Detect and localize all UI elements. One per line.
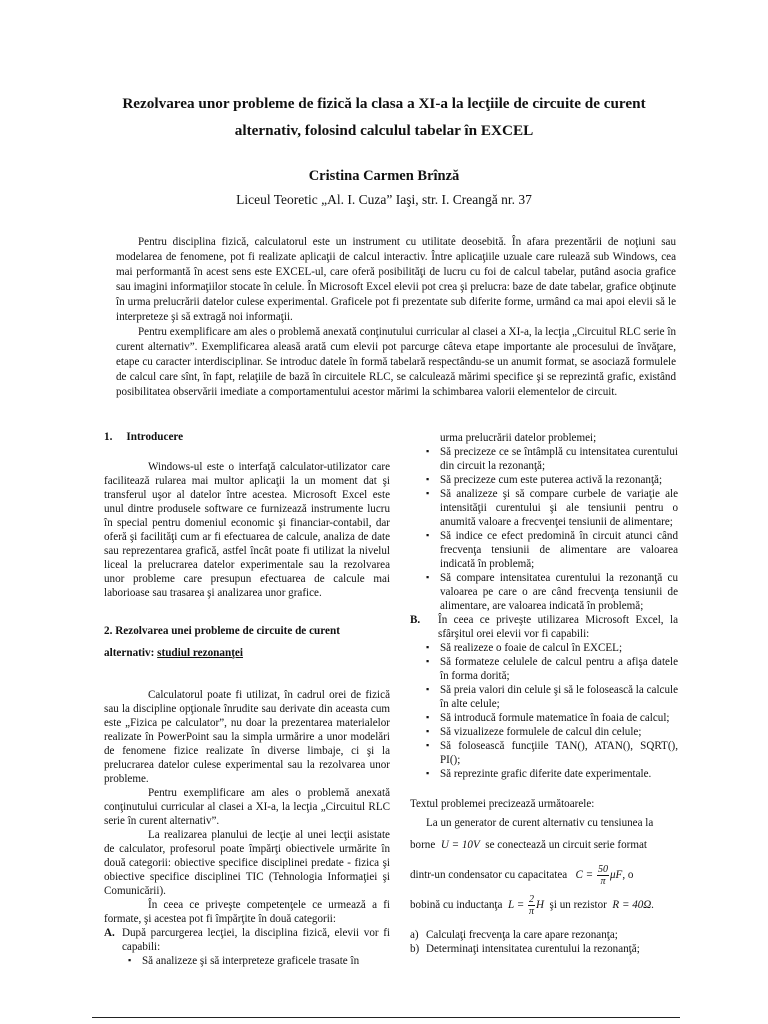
intro-paragraph: Windows-ul este o interfaţă calculator-utilizator care facilitează rularea mai multor aplicaţii la un moment dat şi transferul uşor al datelor între acestea. Microsoft Excel este unul dintre produsele software ce furnizează instrumente lucru în special pentru domeniul economic şi financiar-contabil, dar oferă şi facilităţi cum ar fi efectuarea de calcule, analiza de date sau reprezentarea grafică, astfel încât poate fi utilizat la nivelul liceal la prelucrarea datelor experimentale sau la rezolvarea unor probleme care presupun efectuarea de calcule mai laborioase sau trasarea şi analizarea unor grafice. [104, 461, 390, 599]
list-item: ▪ Să indice ce efect predomină în circuit atunci când frecvenţa tensiunii de alimentare are valoarea indicată în problemă; [420, 529, 678, 571]
problem-text: borne [410, 839, 436, 851]
question-a [410, 928, 678, 942]
affiliation: Liceul Teoretic „Al. I. Cuza” Iaşi, str. I. Creangă nr. 37 [236, 192, 532, 207]
section-title: Introducere [126, 431, 184, 443]
problem-heading: Textul problemei precizează următoarele: [410, 798, 595, 810]
author-name: Cristina Carmen Brînză [308, 168, 460, 184]
list-a-text: După parcurgerea lecţiei, la disciplina fizică, elevii vor fi capabili: [122, 927, 390, 953]
problem-line [410, 860, 678, 890]
body-paragraph: La realizarea planului de lecţie al unei lecţii asistate de calculator, profesorul poate împărţi obiectivele urmărite în două categorii: obiective specifice disciplinei predate - fizica şi obiective specifice disciplinei TIC (Tehnologia Informaţiei şi Comunicării). [104, 829, 390, 897]
list-item: ▪ Să precizeze ce se întâmplă cu intensitatea curentului din circuit la rezonanţă; [420, 445, 678, 473]
section-2-title: 2. Rezolvarea unei probleme de circuite de curent alternativ: [104, 625, 340, 659]
paper-title: Rezolvarea unor probleme de fizică la clasa a XI-a la lecţiile de circuite de curent alternativ, folosind calculul tabelar în EXCEL [122, 95, 646, 139]
capacitance-formula [576, 860, 623, 890]
section-1-heading [104, 430, 390, 444]
section-number: 1. [104, 431, 113, 443]
problem-text: dintr-un condensator cu capacitatea [410, 869, 568, 881]
list-b [410, 613, 678, 641]
question-text: Calculaţi frecvenţa la care apare rezonanţa; [426, 929, 618, 941]
question-text: Determinaţi intensitatea curentului la rezonanţă; [426, 943, 640, 955]
list-item: ▪ Să analizeze şi să interpreteze graficele trasate în [122, 954, 390, 968]
list-item: ▪ Să compare intensitatea curentului la rezonanţă cu valoarea pe care o are când frecvenţa tensiunii de alimentare, are valoarea indicată în problemă; [420, 571, 678, 613]
problem-text: se conectează un circuit serie format [485, 839, 647, 851]
resistance-formula: R = 40Ω. [612, 899, 655, 911]
body-paragraph: Pentru exemplificare am ales o problemă anexată conţinutului curricular al clasei a XI-a, la lecţia „Circuitul RLC serie în curent alternativ”. [104, 787, 390, 827]
list-item: ▪ Să reprezinte grafic diferite date experimentale. [420, 767, 678, 781]
list-item: ▪ Să preia valori din celule şi să le folosească la calcule în alte celule; [420, 683, 678, 711]
fraction [597, 864, 609, 887]
formula-unit: μF [609, 869, 623, 881]
abstract-paragraph: Pentru disciplina fizică, calculatorul este un instrument cu utilitate deosebită. În afara prezentării de noţiuni sau modelarea de fenomene, pot fi realizate aplicaţii de calcul interactiv. Între aplicaţiile uzuale care rulează sub Windows, cea mai performantă în acest sens este EXCEL-ul, care oferă posibilităţi de lucru cu foi de calcul tabelar, putând asocia grafice sau imagini informaţiilor stocate în celule. În Microsoft Excel elevii pot crea şi prelucra: baze de date tabelar, grafice obţinute în urma prelucrării datelor culese experimental. Graficele pot fi prezentate sub diferite forme, urmând ca mai apoi elevii să le interpreteze şi să extragă noi informaţii. [116, 236, 676, 323]
list-item: ▪ Să realizeze o foaie de calcul în EXCEL; [420, 641, 678, 655]
bullet-list-b [420, 641, 678, 781]
formula-unit: H [535, 899, 544, 911]
list-letter: B. [410, 614, 421, 626]
list-a [104, 926, 390, 954]
list-b-text: În ceea ce priveşte utilizarea Microsoft Excel, la sfârşitul orei elevii vor fi capabili: [438, 614, 678, 640]
problem-text: şi un rezistor [549, 899, 607, 911]
bullet-list [122, 954, 390, 968]
abstract [116, 235, 676, 400]
footer-rule [92, 1017, 680, 1018]
question-label: b) [410, 943, 420, 955]
fraction [528, 894, 535, 917]
list-letter: A. [104, 927, 115, 939]
continued-text: urma prelucrării datelor problemei; [440, 432, 597, 444]
abstract-paragraph: Pentru exemplificare am ales o problemă anexată conţinutului curricular al clasei a XI-a, la lecţia „Circuitul RLC serie în curent alternativ”. Exemplificarea aleasă arată cum elevii pot parcurge câteva etape importante ale procesului de învăţare, etape cu caracter interdisciplinar. Se introduc datele în formă tabelară respectându-se un anumit format, se asociază formulele de calcul care sînt, în fapt, relaţiile de bază în circuitele RLC, se calculează mărimi specifice şi se reprezintă grafic, existând posibilitatea observării imediate a comportamentului acestor mărimi la schimbarea valorii elementelor de circuit. [116, 326, 676, 398]
formula-lhs: L = [507, 899, 525, 911]
list-item: ▪ Să folosească funcţiile TAN(), ATAN(), SQRT(), PI(); [420, 739, 678, 767]
list-item: ▪ Să introducă formule matematice în foaia de calcul; [420, 711, 678, 725]
inductance-formula [508, 890, 544, 920]
section-2-heading [104, 620, 390, 664]
fraction-numerator: 2 [528, 893, 534, 905]
fraction-numerator: 50 [597, 863, 608, 875]
body-paragraph: În ceea ce priveşte competenţele ce urmează a fi formate, şi acestea pot fi împărţite în două categorii: [104, 899, 390, 925]
fraction-denominator: π [528, 905, 534, 917]
list-item: ▪ Să formateze celulele de calcul pentru a afişa datele în forma dorită; [420, 655, 678, 683]
list-item: ▪ Să vizualizeze formulele de calcul din celule; [420, 725, 678, 739]
left-column [104, 430, 390, 968]
body-paragraph: Calculatorul poate fi utilizat, în cadrul orei de fizică sau la discipline opţionale înrudite sau derivate din aceasta cum este „Fizica pe calculator”, nu doar la prezentarea materialelor realizate în PowerPoint sau la simpla urmărire a unor modelări de fenomene fizice realizate în diverse limbaje, ci şi la prelucrarea datelor culese experimental sau la rezolvarea unor probleme. [104, 689, 390, 785]
problem-text: bobină cu inductanţa [410, 899, 503, 911]
formula-lhs: C = [575, 869, 594, 881]
problem-line [410, 890, 678, 920]
question-label: a) [410, 929, 419, 941]
section-2-subtitle: studiul rezonanţei [157, 647, 244, 659]
voltage-formula: U = 10V [440, 839, 480, 851]
right-column [410, 431, 678, 956]
list-item: ▪ Să precizeze cum este puterea activă la rezonanţă; [420, 473, 678, 487]
question-b [410, 942, 678, 956]
problem-text: , o [622, 869, 634, 881]
problem-line: La un generator de curent alternativ cu tensiunea la [426, 817, 654, 829]
fraction-denominator: π [600, 875, 606, 887]
bullet-list-a [420, 445, 678, 613]
problem-line [410, 830, 678, 860]
list-item: ▪ Să analizeze şi să compare curbele de variaţie ale intensităţii curentului şi ale tensiunii pentru o anumită valoare a frecvenţei tensiunii de alimentare; [420, 487, 678, 529]
